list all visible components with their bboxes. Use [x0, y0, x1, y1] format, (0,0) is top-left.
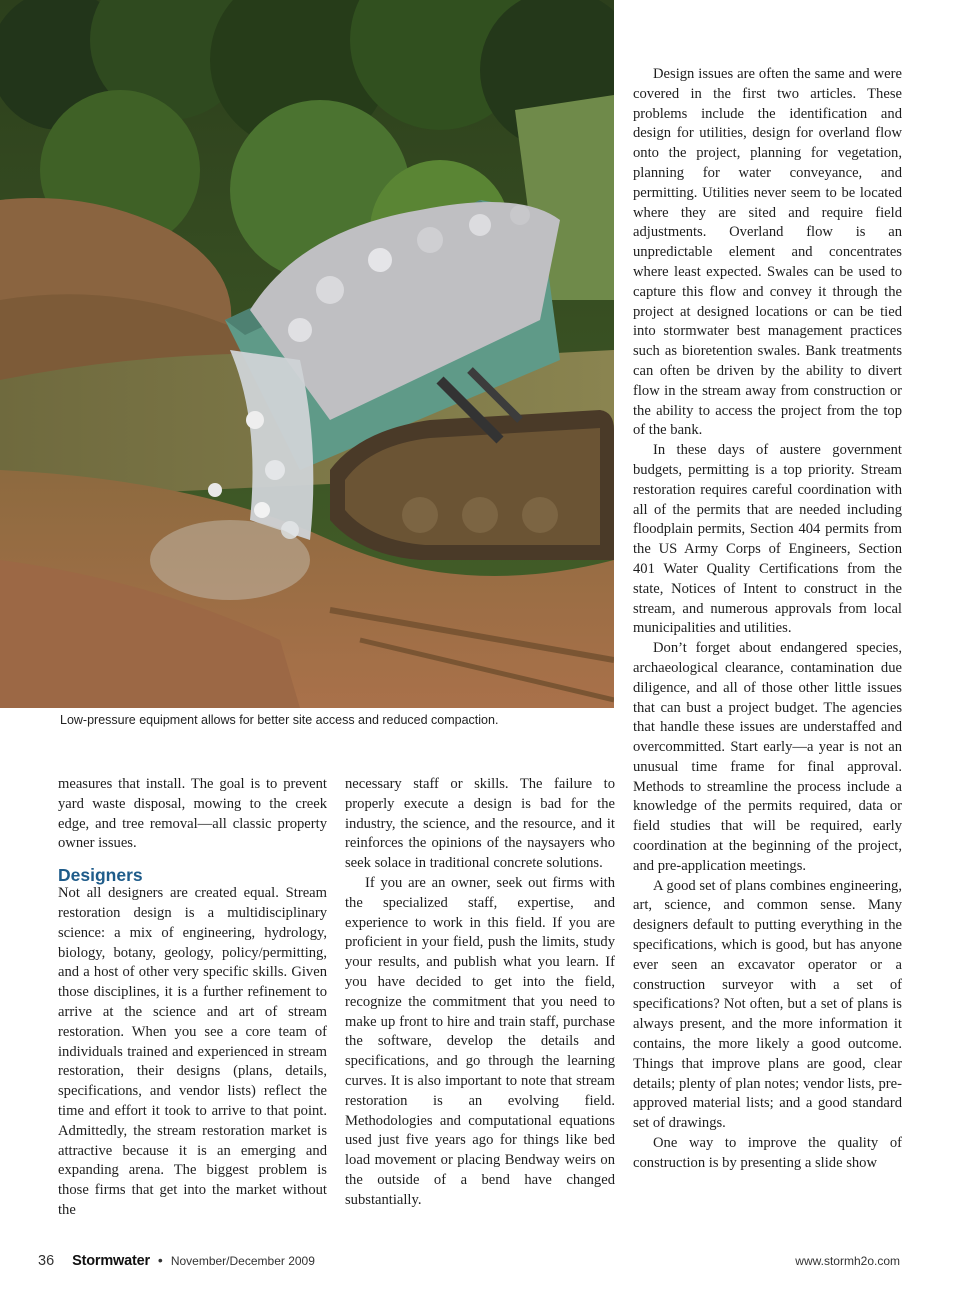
- paragraph: measures that install. The goal is to prevent yard waste disposal, mowing to the creek edge, and tree removal—all classic property owner issues.: [58, 776, 327, 852]
- paragraph: If you are an owner, seek out firms with the specialized staff, expertise, and experience to work in this field. If you are proficient in your field, push the limits, study your results, and publish what you learn. If you have decided to get into the field, recognize the commitment that you need to make up front to hire and train staff, purchase the software, develop the details and specifications, and go through the learning curves. It is also important to note that stream restoration is an evolving field. Methodologies and computational equations used just five years ago for things like bed load movement or placing Bendway weirs on the outside of a bend have changed substantially.: [345, 874, 615, 1208]
- website-url: www.stormh2o.com: [795, 1254, 900, 1268]
- article-column-1: [58, 775, 327, 1221]
- page-number: 36: [38, 1253, 55, 1269]
- photo-caption: Low-pressure equipment allows for better site access and reduced compaction.: [60, 713, 499, 727]
- section-heading-designers: Designers: [58, 865, 143, 886]
- paragraph: Not all designers are created equal. Stream restoration design is a multidisciplinary science: a mix of engineering, hydrology, biology, botany, geology, policy/permitting, and a host of other very specific skills. Given those disciplines, it is a further refinement to arrive at the science and art of stream restoration. When you see a core team of individuals trained and experienced in stream restoration, their designs (plans, details, specifications, and vendor lists) reflect the time and effort it took to arrive to that point. Admittedly, the stream restoration market is attractive because it is an emerging and expanding arena. The biggest problem is those firms that get into the market without the: [58, 885, 327, 1218]
- paragraph: Design issues are often the same and were covered in the first two articles. These problems include the identification and design for utilities, design for overland flow onto the project, planning for vegetation, planning for water conveyance, and permitting. Utilities never seem to be located where they are sited and require field adjustments. Overland flow is an unpredictable element and concentrates where least expected. Swales can be used to capture this flow and convey it through the project at designed locations or can be tied into stormwater best management practices such as bioretention swales. Bank treatments can often be driven by the ability to divert flow in the stream away from construction or the ability to access the project from the top of the bank.: [633, 66, 902, 439]
- paragraph: Don’t forget about endangered species, archaeological clearance, contamination due diligence, and all of those other little issues that can bust a project budget. The agencies that handle these issues are understaffed and overcommitted. Start early—a year is not an unusual time frame for final approval. Methods to streamline the process include a knowledge of the permits required, data or field studies that will be required, early coordination at the beginning of the project, and pre-application meetings.: [633, 640, 902, 874]
- equipment-photo-illustration: [0, 0, 614, 708]
- paragraph: A good set of plans combines engineering, art, science, and common sense. Many designers default to putting everything in the specifications, which is good, but has anyone ever seen an excavator operator or a construction surveyor with a set of specifications? Not often, but a set of plans is always present, and the more information it contains, the more likely a good outcome. Things that improve plans are good, clear details; plenty of plan notes; vendor lists, pre-approved material lists; and a good standard set of drawings.: [633, 877, 902, 1132]
- issue-date: November/December 2009: [170, 1254, 315, 1268]
- paragraph: necessary staff or skills. The failure to properly execute a design is bad for the industry, the science, and the resource, and it reinforces the opinions of the naysayers who seek solace in traditional concrete solutions.: [345, 776, 615, 872]
- page-footer: [38, 1252, 900, 1274]
- article-column-2: [345, 775, 615, 1211]
- article-photo: [0, 0, 614, 708]
- article-column-3: [633, 65, 902, 1174]
- paragraph: In these days of austere government budgets, permitting is a top priority. Stream restoration requires careful coordination with all of the permits that are needed including floodplain permits, Section 404 permits from the US Army Corps of Engineers, Section 401 Water Quality Certifications from the state, Notices of Intent to construct in the stream, and numerous approvals from local municipalities and utilities.: [633, 442, 902, 637]
- magazine-name: Stormwater: [72, 1253, 150, 1269]
- footer-bullet: •: [157, 1252, 163, 1268]
- paragraph: One way to improve the quality of construction is by presenting a slide show: [633, 1135, 902, 1171]
